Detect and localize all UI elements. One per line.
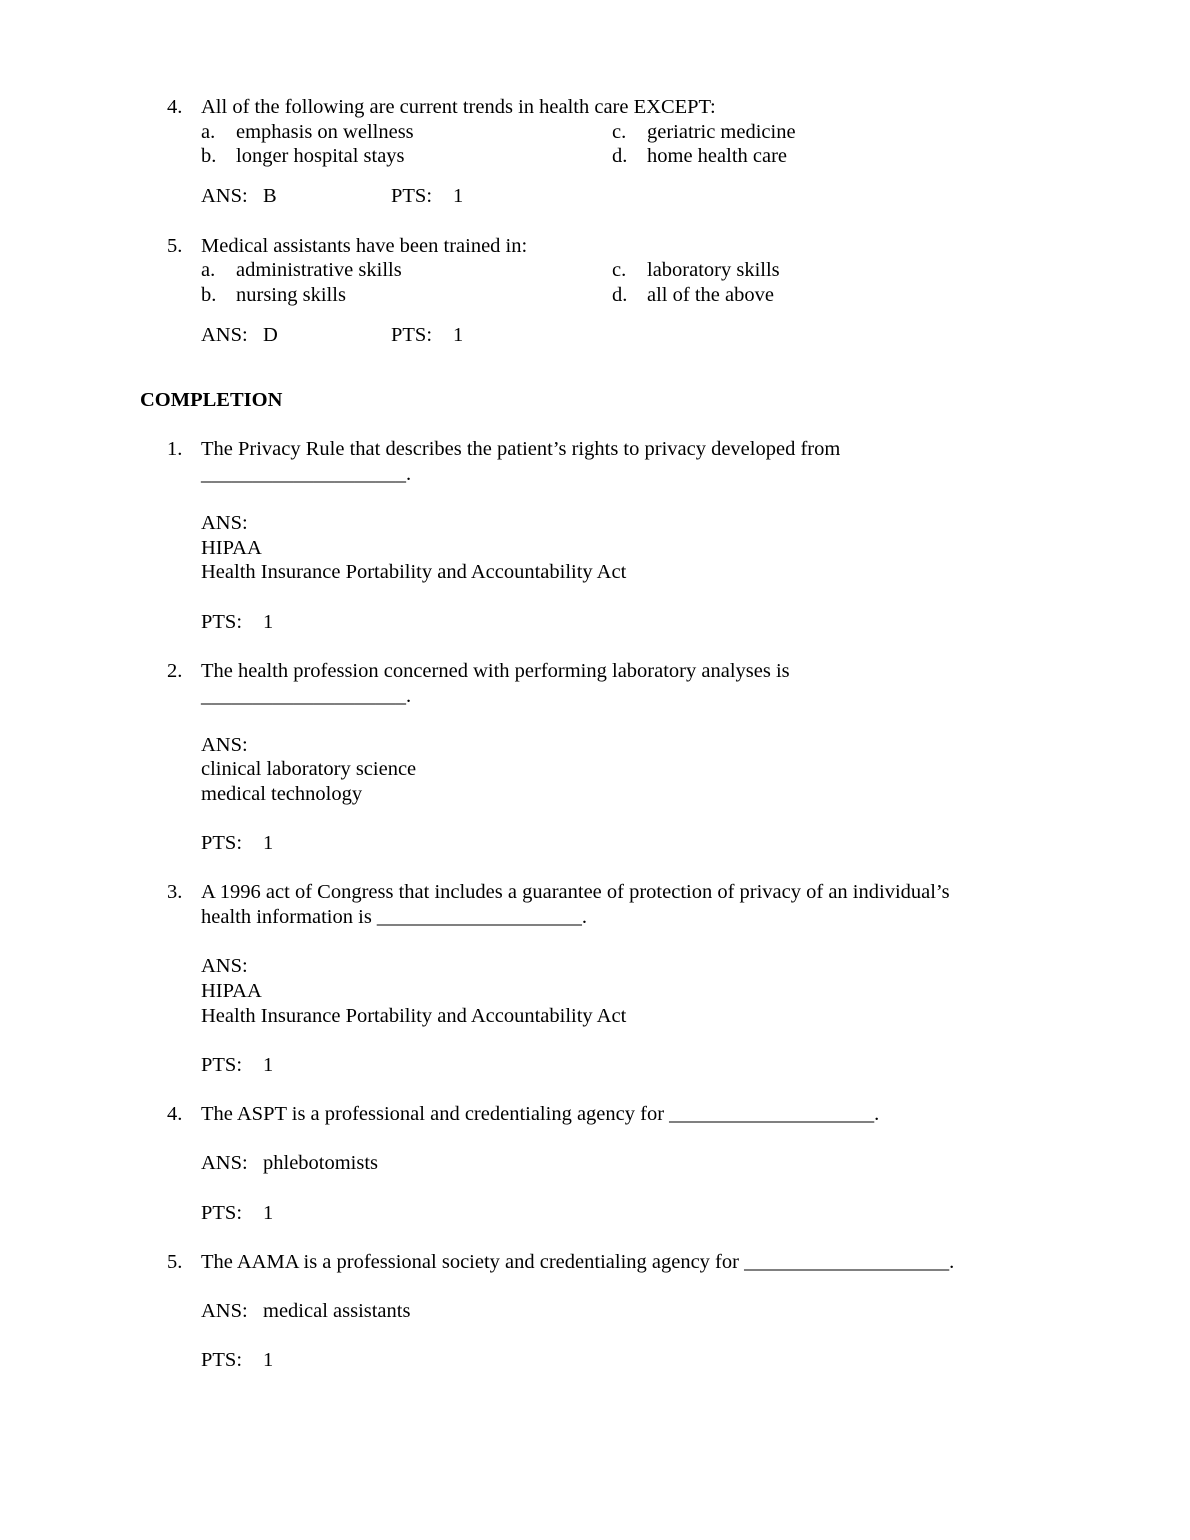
answer-value: phlebotomists: [263, 1152, 379, 1174]
question-number: 2.: [167, 660, 183, 682]
answer-value: B: [263, 185, 277, 207]
question-text: A 1996 act of Congress that includes a guarantee of protection of privacy of an individual’s: [201, 881, 950, 903]
question-number: 4.: [167, 1103, 183, 1125]
question-text: All of the following are current trends in health care EXCEPT:: [201, 96, 716, 118]
question-number: 3.: [167, 881, 183, 903]
answer-value: D: [263, 324, 278, 346]
answer-label: ANS:: [201, 1300, 248, 1322]
question-text: health information is ____________________.: [201, 906, 588, 928]
answer-value: medical assistants: [263, 1300, 411, 1322]
answer-value: Health Insurance Portability and Accountability Act: [201, 561, 627, 583]
answer-label: ANS:: [201, 734, 248, 756]
answer-value: HIPAA: [201, 537, 262, 559]
points-label: PTS:: [201, 1054, 243, 1076]
points-value: 1: [263, 1349, 274, 1371]
points-label: PTS:: [201, 1349, 243, 1371]
points-value: 1: [453, 324, 464, 346]
points-value: 1: [263, 611, 274, 633]
question-number: 5.: [167, 1251, 183, 1273]
answer-label: ANS:: [201, 185, 248, 207]
points-value: 1: [263, 1202, 274, 1224]
option-text: nursing skills: [236, 284, 346, 306]
section-heading-completion: COMPLETION: [140, 389, 283, 411]
option-letter: a.: [201, 121, 216, 143]
answer-blank: ____________________.: [201, 685, 412, 707]
option-letter: a.: [201, 259, 216, 281]
option-letter: c.: [612, 259, 627, 281]
option-letter: d.: [612, 145, 628, 167]
answer-label: ANS:: [201, 955, 248, 977]
question-number: 4.: [167, 96, 183, 118]
answer-label: ANS:: [201, 512, 248, 534]
points-value: 1: [453, 185, 464, 207]
points-label: PTS:: [391, 324, 433, 346]
points-label: PTS:: [201, 611, 243, 633]
points-label: PTS:: [201, 832, 243, 854]
option-letter: b.: [201, 145, 217, 167]
answer-value: clinical laboratory science: [201, 758, 417, 780]
question-text: Medical assistants have been trained in:: [201, 235, 528, 257]
answer-blank: ____________________.: [201, 463, 412, 485]
option-text: geriatric medicine: [647, 121, 796, 143]
answer-value: medical technology: [201, 783, 363, 805]
option-text: all of the above: [647, 284, 774, 306]
option-letter: d.: [612, 284, 628, 306]
answer-value: Health Insurance Portability and Accountability Act: [201, 1005, 627, 1027]
question-text: The ASPT is a professional and credentialing agency for ____________________.: [201, 1103, 880, 1125]
option-text: emphasis on wellness: [236, 121, 414, 143]
option-text: longer hospital stays: [236, 145, 405, 167]
answer-label: ANS:: [201, 1152, 248, 1174]
option-text: laboratory skills: [647, 259, 780, 281]
question-text: The Privacy Rule that describes the patient’s rights to privacy developed from: [201, 438, 841, 460]
answer-label: ANS:: [201, 324, 248, 346]
question-number: 1.: [167, 438, 183, 460]
points-value: 1: [263, 832, 274, 854]
question-text: The health profession concerned with performing laboratory analyses is: [201, 660, 790, 682]
answer-value: HIPAA: [201, 980, 262, 1002]
option-letter: b.: [201, 284, 217, 306]
option-text: home health care: [647, 145, 788, 167]
option-text: administrative skills: [236, 259, 402, 281]
option-letter: c.: [612, 121, 627, 143]
question-number: 5.: [167, 235, 183, 257]
points-label: PTS:: [391, 185, 433, 207]
points-label: PTS:: [201, 1202, 243, 1224]
question-text: The AAMA is a professional society and credentialing agency for ____________________.: [201, 1251, 955, 1273]
points-value: 1: [263, 1054, 274, 1076]
